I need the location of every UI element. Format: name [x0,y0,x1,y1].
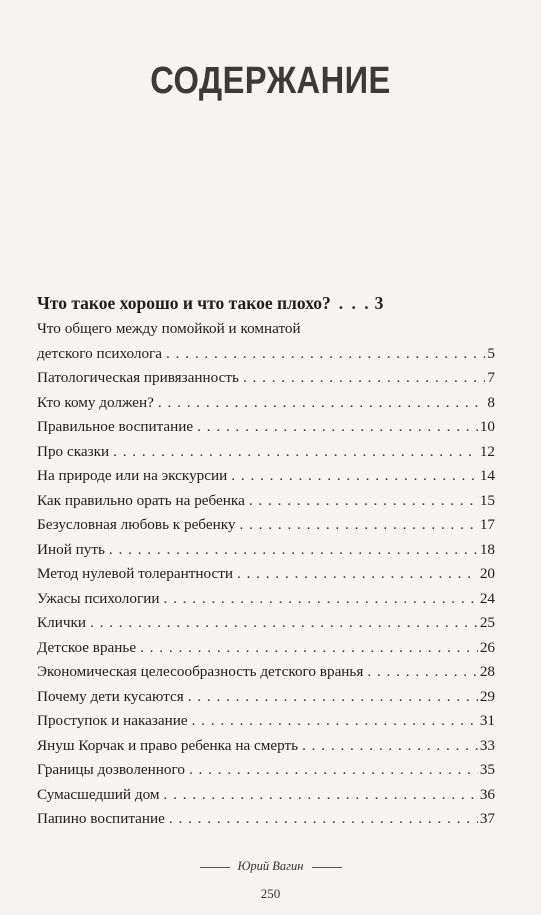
toc-entry-label: Детское вранье [37,638,137,656]
footer-rule-right [312,867,342,868]
toc-entry-page: 37 [479,810,495,827]
table-of-contents [37,290,495,832]
toc-entry-label: Границы дозволенного [37,761,185,778]
toc-entry [37,709,495,734]
toc-entry-label: Как правильно орать на ребенка [37,491,245,509]
page-title: СОДЕРЖАНИЕ [150,60,391,102]
toc-entry-label: Клички [37,614,86,631]
toc-entry [37,342,495,367]
dot-leader [249,489,478,514]
toc-entry-label: Проступок и наказание [37,712,188,729]
page-number: 250 [260,886,281,901]
toc-section-page: 3 [374,293,384,313]
toc-entry-label: Иной путь [37,540,105,558]
toc-entry-label: Метод нулевой толерантности [37,565,233,582]
toc-entry-label: Правильное воспитание [37,418,194,435]
toc-entry-label: Кто кому должен? [37,393,154,411]
toc-entry-line1 [37,317,495,342]
toc-entry-label: Что общего между помойкой и комнатой [37,320,301,337]
toc-section-label: Что такое хорошо и что такое плохо? [37,293,331,313]
toc-entry [37,489,495,514]
toc-entry [37,464,495,489]
toc-entry [37,415,495,440]
toc-entry-page: 36 [479,785,495,803]
dot-leader [166,342,485,367]
toc-entry [37,636,495,661]
toc-entry-page: 18 [479,540,495,558]
toc-entry [37,783,495,808]
toc-entry-page: 24 [479,589,495,607]
toc-entry [37,440,495,465]
toc-entry-label: Ужасы психологии [37,589,160,607]
dot-leader [339,290,369,317]
toc-entry-label: Про сказки [37,442,110,460]
dot-leader [367,660,477,685]
dot-leader [109,538,478,563]
dot-leader [192,709,478,734]
toc-entry [37,734,495,759]
toc-entry-label: Папино воспитание [37,810,165,827]
toc-entry [37,685,495,710]
toc-entry [37,660,495,685]
toc-entry-label: Безусловная любовь к ребенку [37,516,236,533]
dot-leader [189,758,478,783]
dot-leader [239,513,477,538]
toc-entry-page: 7 [487,369,495,386]
toc-entry-label: Сумасшедший дом [37,785,160,803]
toc-entry [37,587,495,612]
dot-leader [140,636,478,661]
toc-entry-page: 33 [479,736,495,754]
toc-entry-label: На природе или на экскурсии [37,467,228,484]
dot-leader [169,807,478,832]
toc-entry [37,611,495,636]
dot-leader [90,611,478,636]
toc-entry [37,562,495,587]
toc-entry-label: Почему дети кусаются [37,687,184,705]
toc-entry-page: 10 [479,418,495,435]
dot-leader [231,464,478,489]
toc-entry-page: 12 [479,442,495,460]
dot-leader [243,366,485,391]
toc-entry-page: 14 [479,467,495,484]
toc-entry-page: 35 [479,761,495,778]
toc-entry [37,366,495,391]
toc-entry [37,391,495,416]
dot-leader [158,391,486,416]
dot-leader [188,685,478,710]
toc-entry-page: 5 [487,344,495,362]
toc-entry-page: 20 [479,565,495,582]
toc-entry-page: 15 [479,491,495,509]
toc-entry [37,758,495,783]
running-footer [0,859,541,874]
toc-section-heading [37,290,495,317]
toc-entry-page: 26 [479,638,495,656]
dot-leader [197,415,478,440]
toc-entry [37,538,495,563]
footer-author: Юрий Вагин [237,859,304,873]
toc-entry-page: 31 [479,712,495,729]
dot-leader [163,587,477,612]
toc-entry [37,513,495,538]
toc-entry-label: Патологическая привязанность [37,369,239,386]
dot-leader [302,734,478,759]
toc-entry-label: Януш Корчак и право ребенка на смерть [37,736,299,754]
toc-entry-label: детского психолога [37,344,163,362]
toc-entry-page: 29 [479,687,495,705]
toc-entry-page: 25 [479,614,495,631]
dot-leader [237,562,478,587]
toc-entry-label: Экономическая целесообразность детского вранья [37,663,364,680]
toc-entry-page: 8 [487,393,495,411]
toc-entry [37,807,495,832]
dot-leader [164,783,478,808]
dot-leader [113,440,478,465]
toc-entry-page: 28 [479,663,495,680]
toc-entry-page: 17 [479,516,495,533]
footer-rule-left [200,867,230,868]
